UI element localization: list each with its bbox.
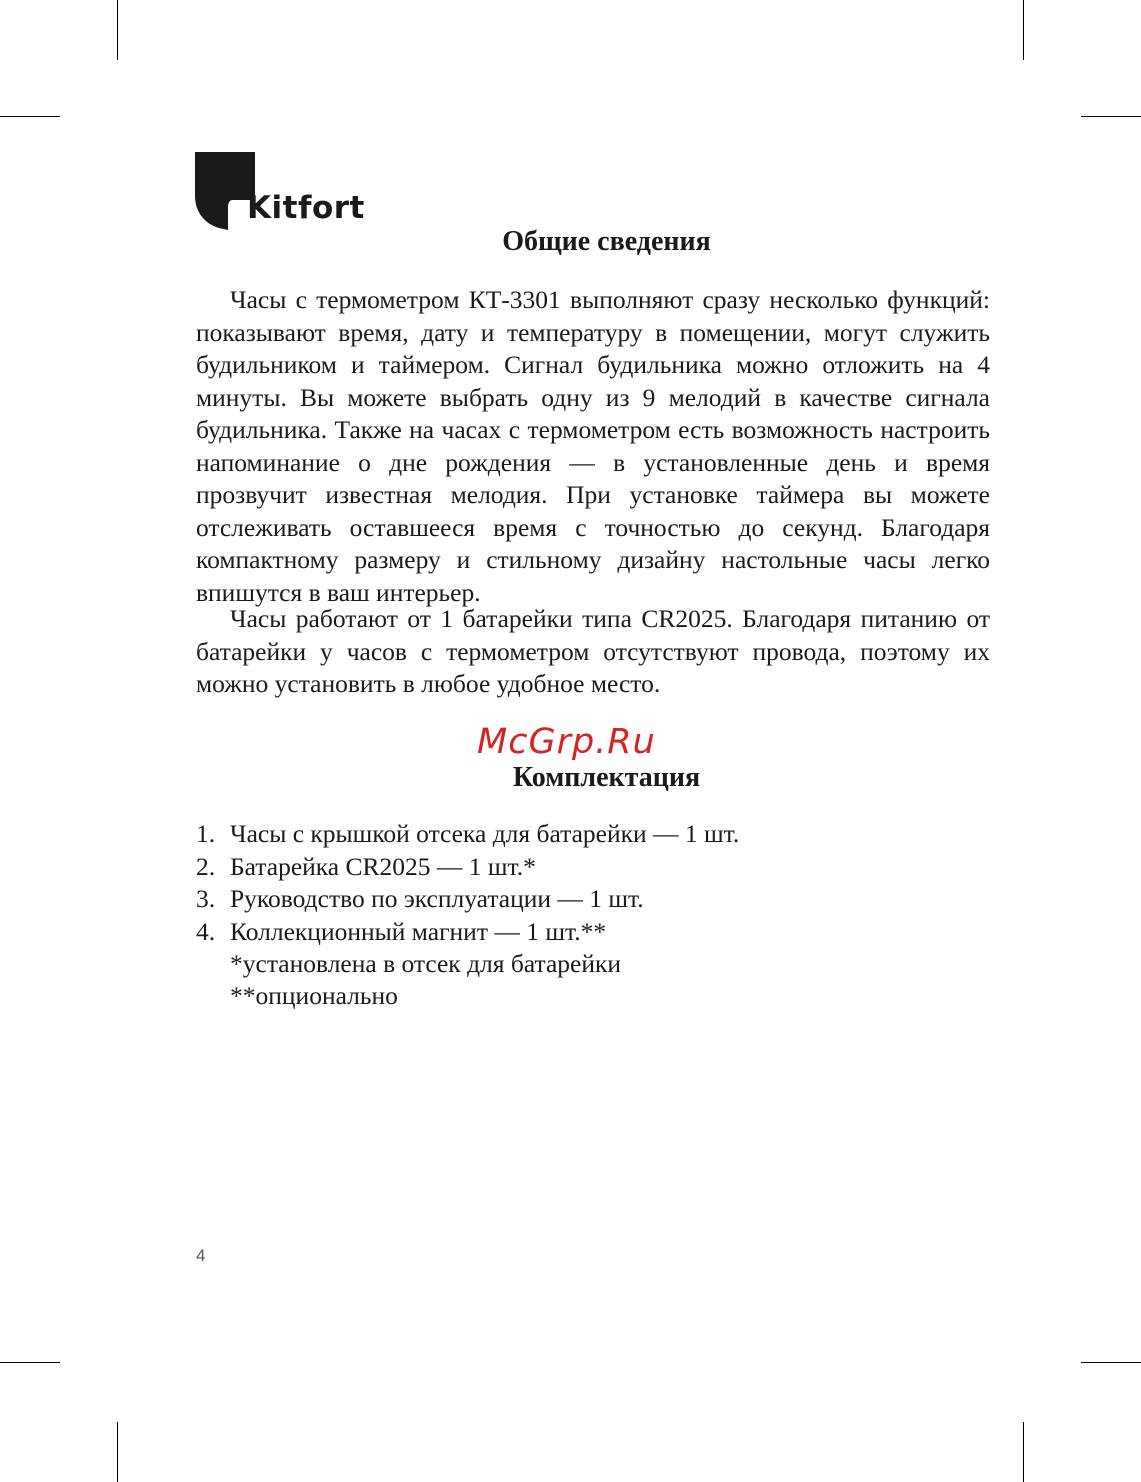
crop-mark: [0, 116, 60, 117]
list-item: [196, 818, 739, 851]
list-item: [196, 883, 739, 916]
list-item-text: Руководство по эксплуатации — 1 шт.: [230, 884, 644, 913]
list-number: 4.: [196, 916, 216, 946]
footnote: *установлена в отсек для батарейки: [230, 949, 622, 978]
list-number: 3.: [196, 884, 216, 913]
paragraph: Часы с термометром КТ-3301 выполняют сразу несколько функций: показывают время, дату и температуру в помещении, могут служить будильником и таймером. Сигнал будильника можно отложить на 4 минуты. Вы можете выбрать одну из 9 мелодий в качестве сигнала будильника. Также на часах с термометром есть возможность настроить напоминание о дне рождения — в установленные день и время прозвучит известная мелодия. При установке таймера вы можете отслеживать оставшееся время с точностью до секунд. Благодаря компактному размеру и стильному дизайну настольные часы легко впишутся в ваш интерьер.: [196, 285, 990, 607]
list-item-text: Батарейка CR2025 — 1 шт.*: [230, 851, 536, 881]
paragraph: Часы работают от 1 батарейки типа CR2025. Благодаря питанию от батарейки у часов с термометром отсутствуют провода, поэтому их можно установить в любое удобное место.: [196, 604, 990, 698]
list-item-text: Часы с крышкой отсека для батарейки — 1 шт.: [230, 819, 740, 848]
crop-mark: [117, 1422, 118, 1482]
package-list: [196, 818, 739, 948]
list-item: [196, 851, 739, 884]
watermark: McGrp.Ru: [477, 722, 656, 762]
list-item-text: Коллекционный магнит — 1 шт.**: [230, 916, 607, 946]
list-item: [196, 916, 739, 949]
crop-mark: [1023, 0, 1024, 60]
crop-mark: [1081, 116, 1141, 117]
crop-mark: [1081, 1362, 1141, 1363]
brand-logo: [195, 152, 365, 232]
list-number: 2.: [196, 851, 216, 881]
crop-mark: [1023, 1422, 1024, 1482]
section-title-general: Общие сведения: [502, 226, 711, 257]
crop-mark: [0, 1362, 60, 1363]
crop-mark: [117, 0, 118, 60]
section-title-package: Комплектация: [512, 762, 701, 793]
list-number: 1.: [196, 819, 216, 848]
page-number: 4: [196, 1246, 206, 1265]
footnote: **опционально: [230, 981, 398, 1010]
kitfort-logo-icon: [195, 152, 255, 232]
brand-name: Kitfort: [247, 190, 365, 226]
